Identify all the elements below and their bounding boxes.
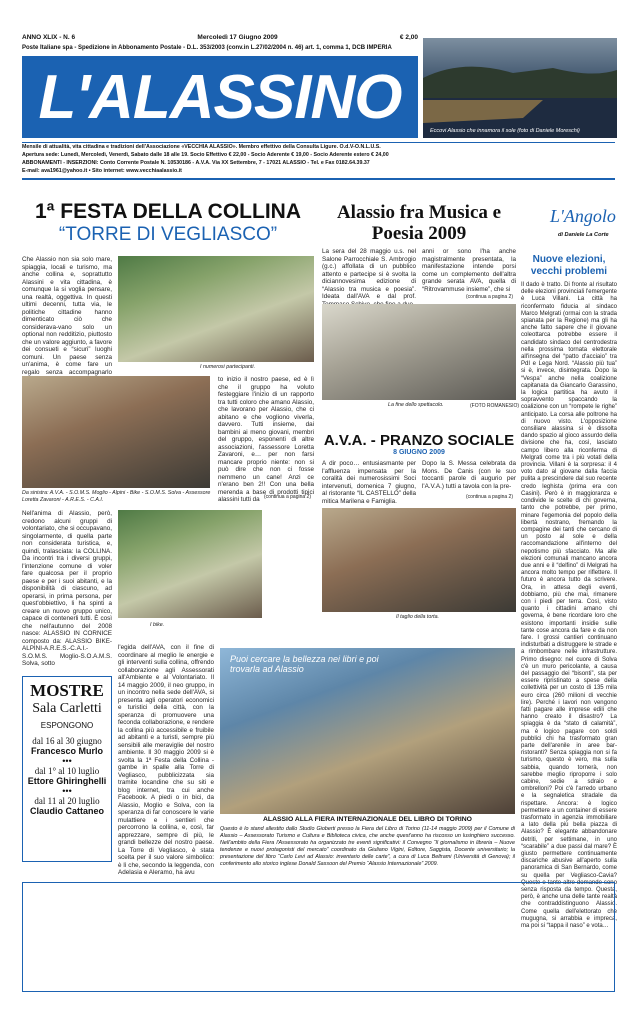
fiera-title: ALASSIO ALLA FIERA INTERNAZIONALE DEL LIBRO DI TORINO	[263, 816, 472, 823]
pranzo-text: A dir poco… entusiasmante per l'affluenza impensata per la coralità dei numerosissimi Soci intervenuti, domenica 7 giugno, al ristorante “IL CASTELLO” della mitica Marilena e Famiglia.	[322, 460, 416, 505]
masthead-meta	[22, 34, 418, 41]
angolo-text: Il dado è tratto. Di fronte al risultato delle elezioni provinciali l'emergente è Luca Villani. La città ha riconfermato fiducia al sindaco Marco Melgrati (ormai con la strada spianata per la Regione) ma gli ha anche fatto sapere che il giovane coleottarca potrebbe essere il candidato sindaco del centrodestra nella prossima tornata elettorale all'insegna del “patto d'acciaio” tra PdI e Lega Nord. “Alassio più tua” si è, invece, disintegrata. Dopo la “Vespa” anche nella coalizione capitanata da Giancarlo Garassino, la logica partitica ha avuto il sopravvento spaccando la coalizione con un “rompete le righe” anticipato. La corsa alle poltrone ha di nuovo visto. L'opposizione consiliare alassina si è dissolta dando spazio al gioco assurdo della divisione che ha, così, lasciato campo libero alla riconferma di Melgrati come tra i più votati della provincia. Villani è la sorpresa: il 4 voto dato al giovane dalla faccia pulita a prescindere dal suo recente credo leghista (prima era con Casini). Però è in maggioranza e condivide le scelte di chi governa, tanto che potrebbe, per primo, minare l'egemonia del popolo della libertà nostrano, fremando la compagine dei tanti che cercano di un posto al sole e della raccomandazione all'interno del nepotismo più sfacciato. Ma alle elezioni comunali mancano ancora due anni e il “delfino” di Melgrati ha ancora molto tempo per riflettere. Il futuro è ancora tutto da scrivere. Ora, in attesa degli eventi, dobbiamo, più che mai, rimanere con i piedi per terra. Così, visto quanto i cittadini amano chi governa, è bene ricordare loro che esistono importanti insidie sulle tante cose ancora da fare e da non fare. I grossi cantieri continuano indisturbati a distruggere le strade e a rimbombare nelle infrastrutture. Primo disegno: nel cuore di Solva c'è un muro pericolante, a causa del passaggio dei “bisonti”, sta per essere ripristinato a spese della collettività per un costo di 135 mila euro circa (260 milioni di vecchie lire). Perché i lavori non vengono fatti pagare alle imprese edili che hanno creato il disastro? La spiaggia è da “stato di calamità”, ma è logico pagare con soldi pubblici chi ha trasformato gran parte dell'arenile in aree bar-ristoranti? Senza spiaggia non si fa turismo, questo è vero, ma sulla sabbia, quando tornerà, non sarebbe meglio riproporre i solo cabine, sedie a sdraio e ombrelloni? Poi c'è l'arredo urbano e la segnaletica stradale da rispettare. Ancora: è logico permettere a un container di essere trasformato in agenzia immobiliare a lato della più bella piazza di Alassio? È elegante abbandonare detriti, per settimane, in uno “scarabile” a due passi dal mare? È giusto permettere continuamente discariche abusive all'aperto sulla panoramica di San Bernardo, come su quella per Vegliasco-Cavia? Queste e tante altre domande sono senza risposta da tempo. Questa, però, è anche una delle tante realtà che contraddistinguono Alassio. Come quella dell'elettorato che mugugna, si arrabbia e impreca, ma poi si “tappa il naso” e vota…	[521, 282, 617, 930]
info-line: ABBONAMENTI - INSERZIONI: Conto Corrente Postale N. 10530186 - A.V.A. Via XX Settembre, 7 - 17021 ALASSIO - Tel. e Fax 0182.64.39.37	[22, 160, 370, 166]
issue-date: Mercoledì 17 Giugno 2009	[197, 34, 278, 41]
musica-text: anni or sono l'ha anche magistralmente presentata, la manifestazione intende porsi come un complemento dell'altra grande serata AVA, quella di “Ritrovammuse insieme”, che si	[422, 248, 516, 293]
info-line: E-mail: ava1961@yahoo.it • Sito internet: www.vecchiaalassio.it	[22, 168, 182, 174]
coast-photo	[423, 38, 617, 138]
musica-text: La sera del 28 maggio u.s. nel Salone Parrocchiale S. Ambrogio (g.c.) affollata di un pubblico attento e partecipe si è svolta la diciannovesima edizione di “Alassio tra musica e poesia”. Ideata dall'AVA e dal prof.	[322, 248, 416, 300]
photo-caption: I numerosi partecipanti.	[200, 364, 256, 370]
postal-line: Poste Italiane spa - Spedizione in Abbonamento Postale - D.L. 353/2003 (conv.in L.27/02/2004 n. 46) art. 1, comma 1, DCB IMPERIA	[22, 45, 392, 51]
info-line: Mensile di attualità, vita cittadina e tradizioni dell'Associazione «VECCHIA ALASSIO». Membro effettivo della Consulta Ligure. O.d.V-O.N.L.U.S.	[22, 144, 381, 150]
coast-illustration	[423, 38, 617, 138]
mostre-venue: Sala Carletti	[32, 701, 102, 716]
exhibit-artist: Ettore Ghiringhelli	[27, 776, 107, 786]
separator-dots: •••	[62, 786, 72, 796]
festa-text: Nell'anima di Alassio, però, credono alcuni gruppi di volontariato, che si occupavano, singolarmente, di quella parte non considerata turistica, e, quindi, tralasciata: la COLLINA. Da incontri tra i diversi gruppi, l'intenzione comune di voler fare qualcosa per il proprio paese e per i suoi abitanti, e la disponibilità di ciascuno, ad operarsi, in prima persona, per quest'obbiettivo, li ha spinti a creare un nuovo gruppo unico, capace di contenerli tutti. È così che nell'autunno del 2008 nasce: ALASSIO IN CORNICE composto da: ALASSIO BIKE-ALPINI-A.R.E.S.-C.A.I.-S.O.M.S. Moglio-S.O.A.M.S. Solva, sotto	[22, 510, 112, 667]
photo-caption: I bike.	[150, 622, 165, 628]
separator-dots: •••	[62, 756, 72, 766]
angolo-byline: di Daniele La Corte	[558, 232, 609, 238]
pranzo-text: Dopo la S. Messa celebrata da Mons. De Canis (con le suo toccanti parole di augurio per l'A.V.A.) tutti a tavola con la pre-	[422, 460, 516, 490]
pranzo-photo	[322, 508, 516, 612]
photo-caption: La fine dello spettacolo.	[388, 402, 444, 408]
continued-note: (continua a pagina 2)	[264, 494, 311, 500]
festa-text: to inizio il nostro paese, ed è lì che il gruppo ha voluto festeggiare l'inizio di un rapporto tra tutti coloro che amano Alassio, che lavorano per Alassio, che ci abitano e che vogliono viverla, davvero. Tutti insieme, dai bambini ai meno giovani, membri del gruppo, esponenti di altre associazioni, l'assessore Loretta Zavaroni, e… per non farsi mancare proprio niente: non si può dire che non ci fosse nemmeno un cane! Anzi ce n'erano ben 2!! Con una bella merenda a base di prodotti tipici alassini tutti da	[218, 376, 314, 503]
pranzo-title: A.V.A. - PRANZO SOCIALE	[323, 432, 515, 449]
exhibit-artist: Francesco Murlo	[30, 746, 104, 756]
festa-text: Che Alassio non sia solo mare, spiaggia, locali e turismo, ma anche collina e, soprattutto Alassini e vita cittadina, è comunque la si voglia pensare, una realtà, oggettiva. In questi ultimi decenni, tutta via, le politiche cittadine hanno dimenticato ciò che considerava-vano solo un optional non redditizio, piuttosto che un valore aggiunto, a favore dei consueti e “sicuri” luoghi comuni. Un paese senza un'anima, è come fare un regalo senza accompagnarlo	[22, 256, 112, 376]
fiera-banner: Puoi cercare la bellezza nei libri e poi trovarla ad Alassio	[230, 654, 379, 674]
exhibit-date: dal 16 al 30 giugno	[32, 736, 102, 746]
exhibit-date: dal 1° al 10 luglio	[34, 766, 100, 776]
advert-box	[22, 882, 615, 992]
mostre-box	[22, 676, 112, 862]
issue-number: ANNO XLIX - N. 6	[22, 34, 76, 41]
continued-note: (continua a pagina 2)	[466, 294, 513, 300]
fiera-photo	[220, 648, 515, 814]
festa-photo-bikes	[118, 510, 262, 618]
mostre-title: MOSTRE	[30, 681, 104, 700]
divider	[22, 178, 615, 180]
mostre-label: ESPONGONO	[40, 721, 94, 730]
price: € 2,00	[399, 34, 418, 41]
musica-title: Alassio fra Musica e Poesia 2009	[336, 202, 502, 244]
festa-subtitle: “TORRE DI VEGLIASCO”	[58, 224, 278, 245]
masthead	[22, 56, 418, 138]
info-line: Apertura sede: Lunedì, Mercoledì, Venerdì, Sabato dalle 18 alle 19. Socio Effettivo € 22,00 - Socio Aderente € 19,00 - Socio Aderente estero € 24,00	[22, 152, 389, 158]
exhibit-date: dal 11 al 20 luglio	[34, 796, 100, 806]
divider	[22, 142, 615, 143]
festa-title: 1ª FESTA DELLA COLLINA	[35, 200, 301, 223]
photo-caption: Il taglio della torta.	[396, 614, 439, 620]
fiera-caption: Questo è lo stand allestito dallo Studio Gioberti presso la Fiera del Libro di Torino (11-14 maggio 2009) per il Comune di Alassio – Assessorato Turismo e Cultura e Biblioteca civica, che anche quest'anno ha riscosso un lusinghiero successo. Nell'ambito della Fiera l'Assessorato ha organizzato tre eventi significativi: il Convegno “Il giornalismo in libreria – Nuove tendenze e nuovi protagonisti del mercato” coordinato da Giuliano Vigini, Editore, Saggista, Docente universitario; la presentazione del libro “Carlo Levi ad Alassio: inventario delle carte”, a cura di Luca Beltrami (Università di Genova); il conferimento allo storico inglese Donald Sassoon del Premio “Alassio Internazionale” 2009.	[220, 826, 515, 867]
exhibit-artist: Claudio Cattaneo	[29, 806, 104, 816]
photo-caption: Da sinistra: A.V.A. - S.O.M.S. Moglio - Alpini - Bike - S.O.M.S. Solva - Assessore Loretta Zavaroni - A.R.E.S. - C.A.I.	[22, 490, 211, 503]
festa-photo-group	[22, 376, 210, 488]
masthead-title: L'ALASSINO	[38, 62, 402, 132]
pranzo-date: 8 GIUGNO 2009	[393, 449, 445, 456]
festa-photo-participants	[118, 256, 314, 362]
continued-note: (continua a pagina 2)	[466, 494, 513, 500]
festa-text: l'egida dell'AVA, con il fine di coordinare al meglio le energie e gli interventi sulla collina, offrendo collaborazione agli Assessorati all'Ambiente e al Volontariato. Il 14 maggio 2009, il neo gruppo, in un incontro nella sede dell'AVA, si presenta agli operatori economici e turistici della città, con la speranza di promuovere una feconda collaborazione, e rendere la collina più accessibile e fruibile ad abitanti e a turisti, sempre più sensibili alle meraviglie del nostro ambiente. Il 30 maggio 2009 si è svolta la 1ª Festa della Collina - gambe in spalle alla Torre di Vegliasco, pubblicizzata sia tramite locandine che su siti e blog internet, tra cui anche Facebook. A piedi o in bici, da Alassio, Moglio e Solva, con la speranza di far conoscere le varie mulattiere e i sentieri che percorrono la collina, e, così, far apprezzare, sempre di più, le grandi bellezze del nostro paese. La Torre di Vegliasco, è stata scelta per il suo valore simbolico: è lì che, secondo la leggenda, con Adelasia e Aleramo, ha avu	[118, 644, 214, 876]
photo-credit: (FOTO ROMANESIO)	[470, 403, 520, 409]
musica-photo	[322, 304, 516, 400]
photo-caption: Eccovi Alassio che innamora il sole (foto di Daniele Moreschi)	[430, 128, 580, 134]
angolo-title: L'Angolo	[550, 206, 616, 226]
angolo-headline: Nuove elezioni, vecchi problemi	[530, 254, 608, 277]
